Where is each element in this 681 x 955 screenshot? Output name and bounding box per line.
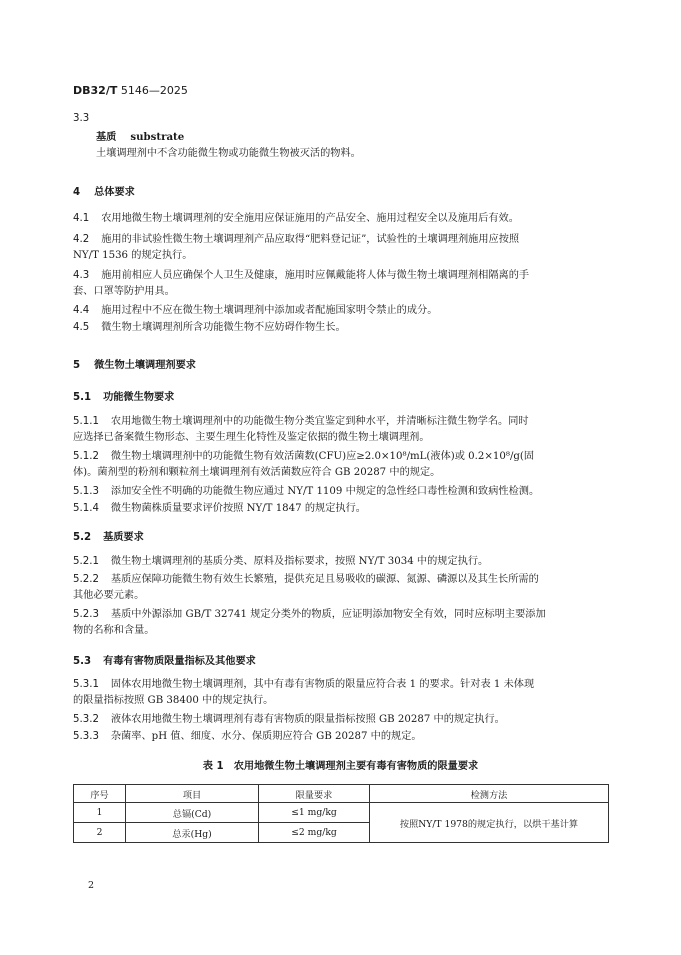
cell-method: 按照NY/T 1978的规定执行，以烘干基计算 — [370, 803, 609, 843]
clause-4-1: 4.1 农用地微生物土壤调理剂的安全施用应保证施用的产品安全、施用过程安全以及施用后有效。 — [73, 213, 519, 224]
page-number: 2 — [88, 880, 95, 891]
table-header-row — [74, 785, 609, 803]
header-method: 检测方法 — [370, 785, 609, 803]
section-5-3-heading: 5.3 有毒有害物质限量指标及其他要求 — [73, 656, 256, 667]
clause-4-5: 4.5 微生物土壤调理剂所含功能微生物不应妨碍作物生长。 — [73, 322, 346, 333]
section-5-heading: 5 微生物土壤调理剂要求 — [73, 360, 196, 371]
clause-5-1-2: 5.1.2 微生物土壤调理剂中的功能微生物有效活菌数(CFU)应≥2.0×10⁸/mL(液体)或 0.2×10⁸/g(固 体)。菌剂型的粉剂和颗粒剂土壤调理剂有效活菌数应符合 GB 20287 中的规定。 — [73, 451, 535, 478]
term-heading: 基质 substrate — [96, 131, 185, 143]
cell-limit: ≤1 mg/kg — [259, 803, 370, 823]
section-5-1-heading: 5.1 功能微生物要求 — [73, 392, 175, 403]
clause-5-3-1: 5.3.1 固体农用地微生物土壤调理剂，其中有毒有害物质的限量应符合表 1 的要求。针对表 1 未体现 的限量指标按照 GB 38400 中的规定执行。 — [73, 679, 535, 706]
document-code: DB32/T 5146—2025 — [73, 84, 188, 97]
clause-5-3-3: 5.3.3 杂菌率、pH 值、细度、水分、保质期应符合 GB 20287 中的规定。 — [73, 731, 422, 742]
cell-no: 1 — [74, 803, 126, 823]
header-limit: 限量要求 — [259, 785, 370, 803]
clause-5-2-3: 5.2.3 基质中外源添加 GB/T 32741 规定分类外的物质，应证明添加物安全有效，同时应标明主要添加 物的名称和含量。 — [73, 609, 546, 636]
section-4-heading: 4 总体要求 — [73, 187, 135, 198]
table-row — [74, 803, 609, 823]
clause-5-3-2: 5.3.2 液体农用地微生物土壤调理剂有毒有害物质的限量指标按照 GB 20287 中的规定执行。 — [73, 714, 505, 725]
clause-4-4: 4.4 施用过程中不应在微生物土壤调理剂中添加或者配施国家明令禁止的成分。 — [73, 305, 438, 316]
limits-table — [73, 784, 609, 843]
clause-5-2-2: 5.2.2 基质应保障功能微生物有效生长繁殖，提供充足且易吸收的碳源、氮源、磷源以及其生长所需的 其他必要元素。 — [73, 574, 539, 601]
clause-5-1-3: 5.1.3 添加安全性不明确的功能微生物应通过 NY/T 1109 中规定的急性经口毒性检测和致病性检测。 — [73, 486, 540, 497]
clause-number-3-3: 3.3 — [73, 113, 90, 124]
cell-no: 2 — [74, 823, 126, 843]
cell-limit: ≤2 mg/kg — [259, 823, 370, 843]
header-no: 序号 — [74, 785, 126, 803]
cell-item: 总镉(Cd) — [126, 803, 259, 823]
cell-item: 总汞(Hg) — [126, 823, 259, 843]
section-5-2-heading: 5.2 基质要求 — [73, 532, 144, 543]
clause-5-1-1: 5.1.1 农用地微生物土壤调理剂中的功能微生物分类宜鉴定到种水平，并清晰标注微生物学名。同时 应选择已备案微生物形态、主要生理生化特性及鉴定依据的微生物土壤调理剂。 — [73, 416, 529, 443]
term-definition: 土壤调理剂中不含功能微生物或功能微生物被灭活的物料。 — [96, 148, 361, 159]
header-item: 项目 — [126, 785, 259, 803]
clause-4-2: 4.2 施用的非试验性微生物土壤调理剂产品应取得“肥料登记证”，试验性的土壤调理剂施用应按照 NY/T 1536 的规定执行。 — [73, 234, 520, 261]
table-caption: 表 1 农用地微生物土壤调理剂主要有毒有害物质的限量要求 — [202, 761, 479, 772]
clause-5-2-1: 5.2.1 微生物土壤调理剂的基质分类、原料及指标要求，按照 NY/T 3034 中的规定执行。 — [73, 556, 489, 567]
clause-4-3: 4.3 施用前相应人员应确保个人卫生及健康，施用时应佩戴能将人体与微生物土壤调理剂相隔离的手 套、口罩等防护用具。 — [73, 270, 530, 297]
clause-5-1-4: 5.1.4 微生物菌株质量要求评价按照 NY/T 1847 的规定执行。 — [73, 503, 366, 514]
